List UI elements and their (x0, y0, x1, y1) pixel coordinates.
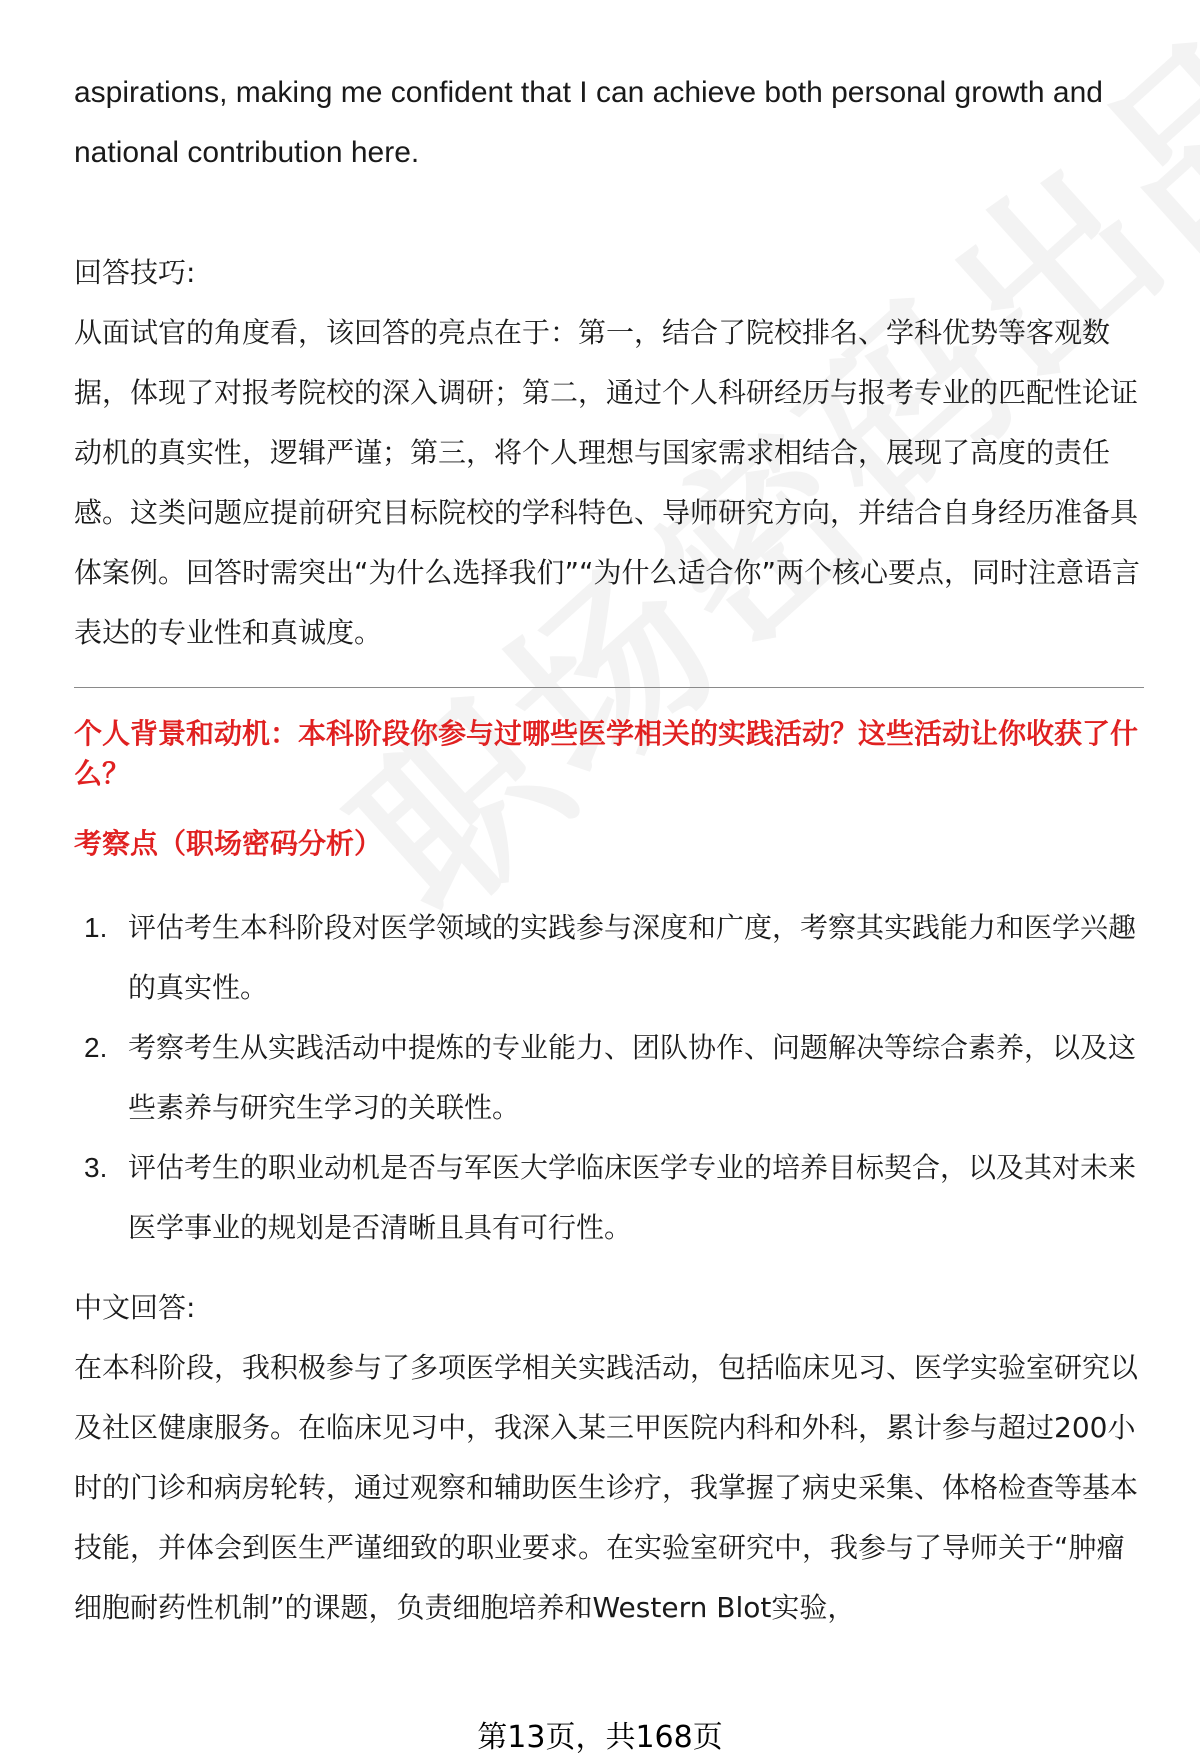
list-item (74, 1138, 1144, 1258)
section-divider (74, 687, 1144, 688)
question-title: 个人背景和动机：本科阶段你参与过哪些医学相关的实践活动？这些活动让你收获了什么？ (74, 717, 1139, 790)
answer-label: 中文回答: (74, 1291, 196, 1324)
page-number: 第13页，共168页 (477, 1720, 723, 1755)
list-item (74, 1018, 1144, 1138)
focus-list (74, 898, 1144, 1258)
list-item-text: 评估考生的职业动机是否与军医大学临床医学专业的培养目标契合，以及其对未来医学事业的规划是否清晰且具有可行性。 (128, 1151, 1137, 1244)
list-item-text: 评估考生本科阶段对医学领域的实践参与深度和广度，考察其实践能力和医学兴趣的真实性。 (128, 911, 1137, 1004)
focus-label: 考察点（职场密码分析） (74, 827, 383, 860)
previous-answer-tail: aspirations, making me confident that I can achieve both personal growth and national contribution here. (74, 76, 1103, 169)
list-item-text: 考察考生从实践活动中提炼的专业能力、团队协作、问题解决等综合素养，以及这些素养与研究生学习的关联性。 (128, 1031, 1137, 1124)
document-body (74, 0, 1144, 1638)
list-number: 3. (84, 1152, 108, 1183)
list-item (74, 898, 1144, 1018)
list-number: 1. (84, 912, 108, 943)
list-number: 2. (84, 1032, 108, 1063)
tips-body: 从面试官的角度看，该回答的亮点在于：第一，结合了院校排名、学科优势等客观数据，体现了对报考院校的深入调研；第二，通过个人科研经历与报考专业的匹配性论证动机的真实性，逻辑严谨；第三，将个人理想与国家需求相结合，展现了高度的责任感。这类问题应提前研究目标院校的学科特色、导师研究方向，并结合自身经历准备具体案例。回答时需突出“为什么选择我们”“为什么适合你”两个核心要点，同时注意语言表达的专业性和真诚度。 (74, 316, 1141, 649)
answer-body: 在本科阶段，我积极参与了多项医学相关实践活动，包括临床见习、医学实验室研究以及社区健康服务。在临床见习中，我深入某三甲医院内科和外科，累计参与超过200小时的门诊和病房轮转，通过观察和辅助医生诊疗，我掌握了病史采集、体格检查等基本技能，并体会到医生严谨细致的职业要求。在实验室研究中，我参与了导师关于“肿瘤细胞耐药性机制”的课题，负责细胞培养和Western Blot实验， (74, 1351, 1139, 1624)
tips-label: 回答技巧: (74, 256, 196, 289)
